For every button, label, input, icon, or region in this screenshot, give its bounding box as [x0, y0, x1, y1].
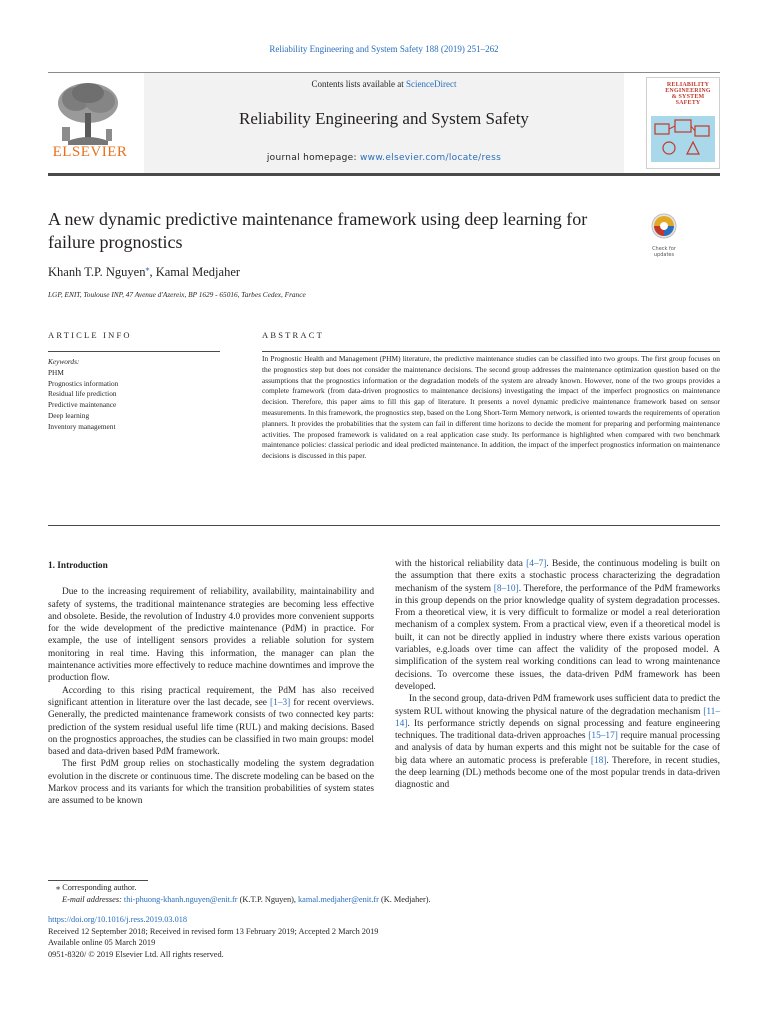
keyword-item: Inventory management: [48, 421, 116, 431]
reference-link[interactable]: [8–10]: [493, 583, 519, 594]
body-paragraph: In the second group, data-driven PdM framework uses sufficient data to predict the system RUL without knowing the physical nature of the degradation mechanism [11–14]. Its performance strictly depends on signal processing and feature engineering techniques. The traditional data-driven approaches [15–17] require manual processing and analysis of data by human experts and this might not be suitable for the case of big data where an automatic process is preferable [18]. Therefore, in recent studies, the deep learning (DL) methods become one of the most popular trends in data-driven diagnostic and: [395, 694, 720, 791]
sciencedirect-link[interactable]: ScienceDirect: [406, 79, 457, 89]
affiliation: LGP, ENIT, Toulouse INP, 47 Avenue d'Azereix, BP 1629 - 65016, Tarbes Cedex, France: [48, 290, 306, 299]
check-for-updates-badge[interactable]: [646, 212, 682, 260]
corresponding-author-note: ⁎ Corresponding author.: [56, 883, 137, 892]
reference-link[interactable]: [11–14]: [395, 706, 720, 729]
author-list: [48, 264, 240, 280]
keyword-item: Deep learning: [48, 410, 90, 420]
copyright-notice: 0951-8320/ © 2019 Elsevier Ltd. All rights reserved.: [48, 950, 224, 960]
author-separator: ,: [149, 265, 156, 280]
author-name: Kamal Medjaher: [155, 265, 241, 280]
journal-homepage-line: [144, 153, 624, 163]
journal-title: Reliability Engineering and System Safety: [239, 109, 529, 128]
crossmark-label: Check for: [652, 246, 676, 252]
body-paragraph: Due to the increasing requirement of reliability, availability, maintainability and safety of systems, the traditional maintenance strategies are becoming less effective and obsolete. Beside, the revolution of Industry 4.0 provides more convenient supports for the wide development of the predictive maintenance (PdM) in practice. For example, the use of intelligent sensors provides a reliable solution for system monitoring in real time. Having this information, the manager can plan the maintenance activities more effectively to reduce machine downtimes and improve the production flow.: [48, 587, 374, 684]
cover-diagram-icon: [651, 116, 715, 162]
section-heading-introduction: 1. Introduction: [48, 561, 108, 571]
article-title: A new dynamic predictive maintenance framework using deep learning for failure prognostics: [48, 209, 588, 252]
divider: [262, 351, 720, 352]
crossmark-icon: [646, 212, 682, 242]
body-paragraph: The first PdM group relies on stochastically modeling the system degradation evolution in the discrete or continuous time. The discrete modeling can be based on the Markov process and its variants for which the transition probabilities of system states are assumed to be known: [48, 759, 374, 807]
corresponding-author-marker[interactable]: ⁎: [145, 264, 150, 273]
email-link[interactable]: thi-phuong-khanh.nguyen@enit.fr: [123, 895, 238, 904]
keywords-label: Keywords:: [48, 357, 80, 366]
contents-lists-line: [144, 79, 624, 89]
journal-header-center: [144, 73, 624, 173]
cover-title-line: RELIABILITY: [666, 82, 710, 88]
email-link[interactable]: kamal.medjaher@enit.fr: [298, 895, 379, 904]
available-online-date: Available online 05 March 2019: [48, 938, 156, 948]
footnote-divider: [48, 880, 148, 881]
keywords-block: [48, 357, 220, 433]
journal-header: [48, 72, 720, 176]
cover-title: [659, 82, 717, 106]
journal-homepage-link[interactable]: www.elsevier.com/locate/ress: [360, 153, 502, 163]
keyword-item: Prognostics information: [48, 378, 119, 388]
keyword-item: Residual life prediction: [48, 389, 117, 399]
divider: [48, 525, 720, 526]
divider: [48, 351, 220, 352]
journal-cover-thumbnail[interactable]: [646, 77, 720, 169]
body-column-right: [395, 558, 720, 792]
footnotes: [48, 882, 720, 906]
reference-link[interactable]: [15–17]: [588, 731, 618, 742]
crossmark-label: updates: [653, 251, 675, 258]
reference-link[interactable]: [18]: [590, 755, 607, 766]
publisher-name: ELSEVIER: [52, 144, 128, 160]
reference-link[interactable]: [4–7]: [526, 559, 547, 569]
article-frontmatter: [48, 914, 720, 961]
body-column-left: [48, 560, 374, 808]
author-name: Khanh T.P. Nguyen: [48, 265, 146, 280]
contents-prefix: Contents lists available at: [311, 79, 404, 89]
doi-link[interactable]: https://doi.org/10.1016/j.ress.2019.03.018: [48, 915, 188, 924]
body-paragraph: According to this rising practical requirement, the PdM has also received significant attention in literature over the last decade, see [1–3] for recent overviews. Generally, the predicted maintenance framework consists of two connected key parts: prediction of the system residual useful life time (RUL) and making decisions. Based on the prognostics approaches, the studies can be classified in two main groups: model based and data-driven based PdM framework.: [48, 685, 374, 758]
received-dates: Received 12 September 2018; Received in revised form 13 February 2019; Accepted 2 March 2019: [48, 926, 379, 936]
cover-title-line: & SYSTEM: [671, 94, 705, 100]
abstract-heading: ABSTRACT: [262, 330, 324, 340]
body-paragraph: with the historical reliability data [4–7]. Beside, the continuous modeling is built on the assumption that there exits a stochastic process characterizing the degradation mechanism of the system [8–10]. Therefore, the performance of the PdM frameworks in this group depends on the prior knowledge quality of system degradation processes. From a theoretical view, it is very difficult to formalize or model a real deterioration mechanism of a complex system. From a practical view, even if a theoretical model is built, it can not be directly applied in industry where there exists various operation variables, e.g.loads over time can affect the validity of the proposed model. A simplification of the system real working conditions can lead to wrong maintenance decisions. To overcome these issues, the data-driven PdM framework has been developed.: [395, 559, 720, 692]
cover-title-line: SAFETY: [675, 100, 701, 106]
elsevier-tree-icon: [48, 79, 128, 149]
journal-citation-link[interactable]: Reliability Engineering and System Safety 188 (2019) 251–262: [269, 44, 499, 54]
keyword-item: Predictive maintenance: [48, 400, 117, 410]
elsevier-logo: [48, 79, 128, 167]
keyword-item: PHM: [48, 367, 64, 377]
email-addresses: E-mail addresses: thi-phuong-khanh.nguyen@enit.fr (K.T.P. Nguyen), kamal.medjaher@enit.fr (K. Medjaher).: [62, 895, 431, 904]
article-info-heading: ARTICLE INFO: [48, 330, 132, 340]
reference-link[interactable]: [1–3]: [270, 697, 291, 708]
homepage-prefix: journal homepage:: [266, 153, 357, 163]
cover-title-line: ENGINEERING: [665, 88, 711, 94]
abstract-text: In Prognostic Health and Management (PHM) literature, the predictive maintenance studies can be classified into two groups. The first group focuses on the prognostics step but does not consider the maintenance decisions. The second group addresses the maintenance optimization question based on the assumptions that the prognostics information or the degradation models of the system are already known. However, none of the two groups provides a complete framework (from data-driven prognostics to maintenance decisions) investigating the impact of the imperfect prognostics on maintenance decision. Therefore, this paper aims to fill this gap of literature. It presents a novel dynamic predicive maintenance framework based on sensor measurements. In this framework, the prognostics step, based on the Long Short-Term Memory network, is oriented towards the requirements of operation planners. It provides the probabilities that the system can fail in different time horizons to decide the moment for preparing and performing maintenance activities. The proposed framework is validated on a real application case study. Its performance is highlighted when compared with two benchmark maintenance policies: classical periodic and ideal predicted maintenance. In addition, the impact of the imperfect prognostics information on maintenance decisions is discussed in this paper.: [262, 354, 720, 461]
